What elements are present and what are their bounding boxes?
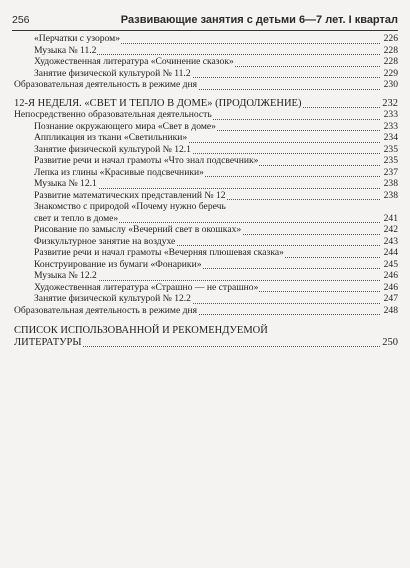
toc-page-number: 235: [383, 155, 398, 166]
toc-page-number: 242: [383, 224, 398, 235]
toc-entry: [34, 224, 410, 236]
toc-entry-title: свет и тепло в доме»: [34, 212, 119, 224]
header-rule: [12, 30, 398, 31]
toc-page-number: 248: [383, 304, 398, 316]
toc-block-week-11: [0, 33, 410, 91]
toc-entry: [34, 282, 410, 294]
toc-page-number: 229: [383, 67, 398, 79]
toc-entry: [34, 45, 410, 57]
toc-entry: [14, 305, 410, 317]
toc-entry: [34, 247, 410, 259]
toc-page-number: 241: [383, 212, 398, 224]
toc-entry-title: Образовательная деятельность в режиме дня: [14, 304, 198, 316]
toc-entry: [34, 132, 410, 144]
toc-entry-title: Музыка № 12.2: [34, 270, 97, 281]
toc-page-number: 232: [382, 97, 398, 109]
toc-page-number: 230: [383, 79, 398, 90]
toc-page-number: 247: [383, 293, 398, 304]
toc-entry-title: Образовательная деятельность в режиме дня: [14, 79, 198, 90]
toc-entry-title: Развитие речи и начал грамоты «Что знал подсвечник»: [34, 155, 259, 166]
toc-page-number: 228: [383, 44, 398, 56]
toc-page-number: 228: [383, 56, 398, 67]
toc-entry: [34, 167, 410, 179]
table-of-contents: [0, 33, 410, 348]
toc-entry-title: Физкультурное занятие на воздухе: [34, 235, 176, 247]
toc-bibliography-line1: [14, 325, 410, 337]
toc-entry-title: Лепка из глины «Красивые подсвечники»: [34, 166, 204, 178]
toc-entry: [34, 259, 410, 271]
toc-entry: [34, 236, 410, 248]
toc-page-number: 233: [383, 109, 398, 120]
toc-page-number: 238: [383, 189, 398, 201]
toc-entry: [34, 270, 410, 282]
toc-entry-title: Конструирование из бумаги «Фонарики»: [34, 258, 202, 270]
toc-entry-title: Аппликация из ткани «Светильники»: [34, 132, 188, 143]
toc-section-title: ЛИТЕРАТУРЫ: [14, 336, 82, 348]
toc-entry-title: Непосредственно образовательная деятельность: [14, 109, 212, 120]
toc-page-number: 237: [383, 166, 398, 178]
toc-entry-title: Развитие математических представлений № 12: [34, 189, 226, 201]
toc-entry-title: Знакомство с природой «Почему нужно беречь: [34, 201, 226, 212]
toc-entry: [34, 144, 410, 156]
toc-page-number: 235: [383, 143, 398, 155]
toc-entry: [34, 56, 410, 68]
toc-entry-title: Занятие физической культурой № 12.2: [34, 293, 191, 304]
toc-entry: [34, 121, 410, 133]
toc-page-number: 250: [382, 336, 398, 348]
toc-entry-title: Занятие физической культурой № 12.1: [34, 143, 191, 155]
toc-section-title: СПИСОК ИСПОЛЬЗОВАННОЙ И РЕКОМЕНДУЕМОЙ: [14, 325, 268, 336]
toc-entry: [34, 201, 410, 213]
toc-entry-title: Музыка № 11.2: [34, 44, 97, 56]
toc-section-title: 12-Я НЕДЕЛЯ. «СВЕТ И ТЕПЛО В ДОМЕ» (ПРОДОЛЖЕНИЕ): [14, 97, 302, 109]
toc-entry-title: Художественная литература «Страшно — не страшно»: [34, 281, 259, 293]
toc-page-number: 244: [383, 247, 398, 258]
toc-page-number: 226: [383, 33, 398, 44]
toc-entry-title: Занятие физической культурой № 11.2: [34, 67, 191, 79]
toc-page-number: 246: [383, 281, 398, 293]
toc-entry: [14, 109, 410, 121]
toc-entry-title: Развитие речи и начал грамоты «Вечерняя плюшевая сказка»: [34, 247, 284, 258]
toc-entry-title: Музыка № 12.1: [34, 178, 97, 189]
toc-section-week-12: [14, 98, 410, 110]
toc-entry: [34, 178, 410, 190]
toc-entry: [34, 190, 410, 202]
toc-entry: [34, 155, 410, 167]
toc-entry: [34, 33, 410, 45]
running-title: Развивающие занятия с детьми 6—7 лет. I квартал: [120, 14, 398, 26]
toc-page-number: 243: [383, 235, 398, 247]
toc-page-number: 238: [383, 178, 398, 189]
toc-entry: [14, 79, 410, 91]
toc-page-number: 245: [383, 258, 398, 270]
toc-entry-title: Художественная литература «Сочинение сказок»: [34, 56, 234, 67]
toc-entry: [34, 68, 410, 80]
toc-entry: [34, 293, 410, 305]
toc-entry-title: «Перчатки с узором»: [34, 33, 121, 44]
running-header: [12, 10, 398, 26]
toc-entry-title: Познание окружающего мира «Свет в доме»: [34, 120, 216, 132]
toc-entry-title: Рисование по замыслу «Вечерний свет в окошках»: [34, 224, 242, 235]
toc-bibliography-line2: [14, 337, 410, 349]
toc-page-number: 233: [383, 120, 398, 132]
toc-page-number: 234: [383, 132, 398, 143]
toc-entry: [34, 213, 410, 225]
toc-block-week-12: [0, 109, 410, 316]
toc-page-number: 246: [383, 270, 398, 281]
page-number: 256: [12, 14, 30, 26]
